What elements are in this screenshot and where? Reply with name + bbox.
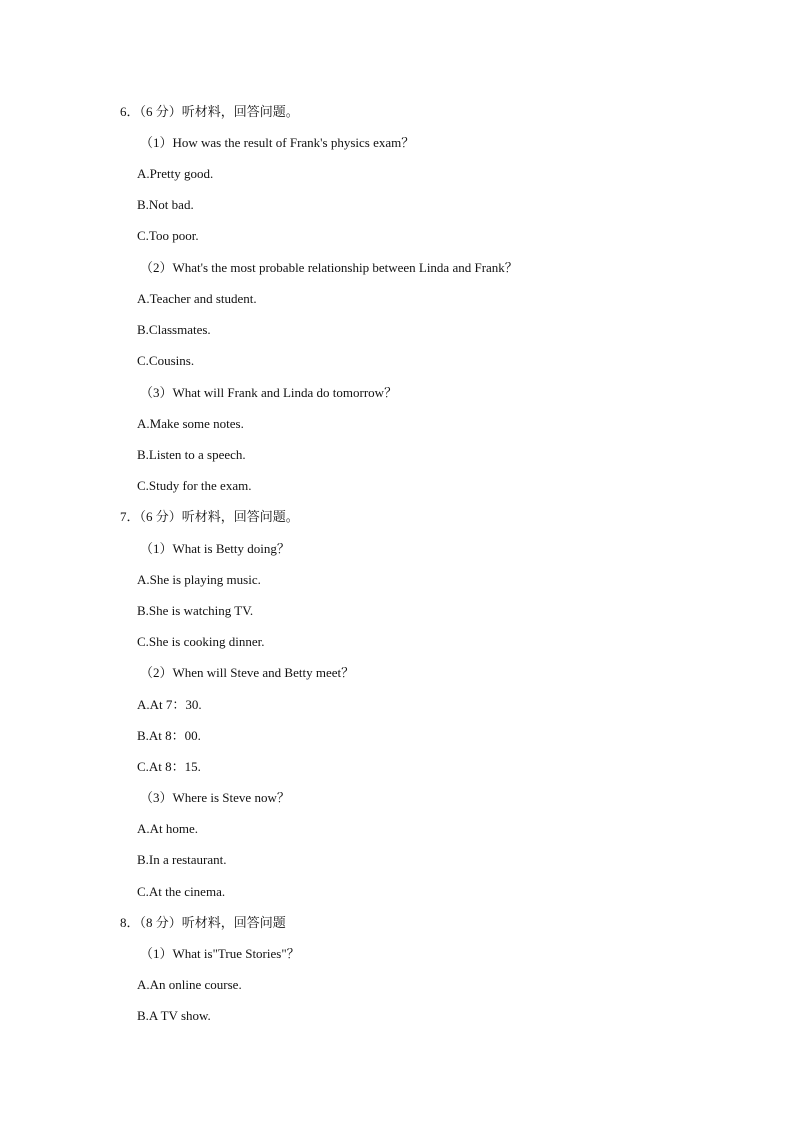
question-7-2-option-a: A.At 7：30. [137,697,202,712]
question-7-heading: 7．（6 分）听材料，回答问题。 [120,509,299,524]
question-7-1-option-b: B.She is watching TV. [137,603,254,618]
question-7-2-option-b: B.At 8：00. [137,728,201,743]
question-7-3-option-c: C.At the cinema. [137,884,226,899]
question-7-sub-3: （3）Where is Steve now？ [140,790,290,805]
question-6-sub-2: （2）What's the most probable relationship between Linda and Frank？ [140,260,518,275]
question-6-1-option-c: C.Too poor. [137,228,199,243]
question-6-3-option-c: C.Study for the exam. [137,478,252,493]
question-8-1-option-b: B.A TV show. [137,1008,211,1023]
question-8-heading: 8．（8 分）听材料，回答问题 [120,915,286,930]
question-7-1-option-c: C.She is cooking dinner. [137,634,265,649]
question-6-3-option-b: B.Listen to a speech. [137,447,246,462]
question-6-sub-3: （3）What will Frank and Linda do tomorrow？ [140,385,398,400]
question-6-2-option-a: A.Teacher and student. [137,291,257,306]
question-6-1-option-b: B.Not bad. [137,197,194,212]
question-7-3-option-a: A.At home. [137,821,199,836]
question-6-3-option-a: A.Make some notes. [137,416,244,431]
question-7-sub-2: （2）When will Steve and Betty meet？ [140,665,355,680]
question-6-1-option-a: A.Pretty good. [137,166,214,181]
question-6-2-option-b: B.Classmates. [137,322,211,337]
question-7-3-option-b: B.In a restaurant. [137,852,227,867]
question-7-1-option-a: A.She is playing music. [137,572,261,587]
question-6-2-option-c: C.Cousins. [137,353,195,368]
question-7-sub-1: （1）What is Betty doing？ [140,541,290,556]
question-6-heading: 6．（6 分）听材料，回答问题。 [120,104,299,119]
question-8-sub-1: （1）What is"True Stories"？ [140,946,300,961]
question-7-2-option-c: C.At 8：15. [137,759,201,774]
question-8-1-option-a: A.An online course. [137,977,242,992]
question-6-sub-1: （1）How was the result of Frank's physics exam？ [140,135,415,150]
